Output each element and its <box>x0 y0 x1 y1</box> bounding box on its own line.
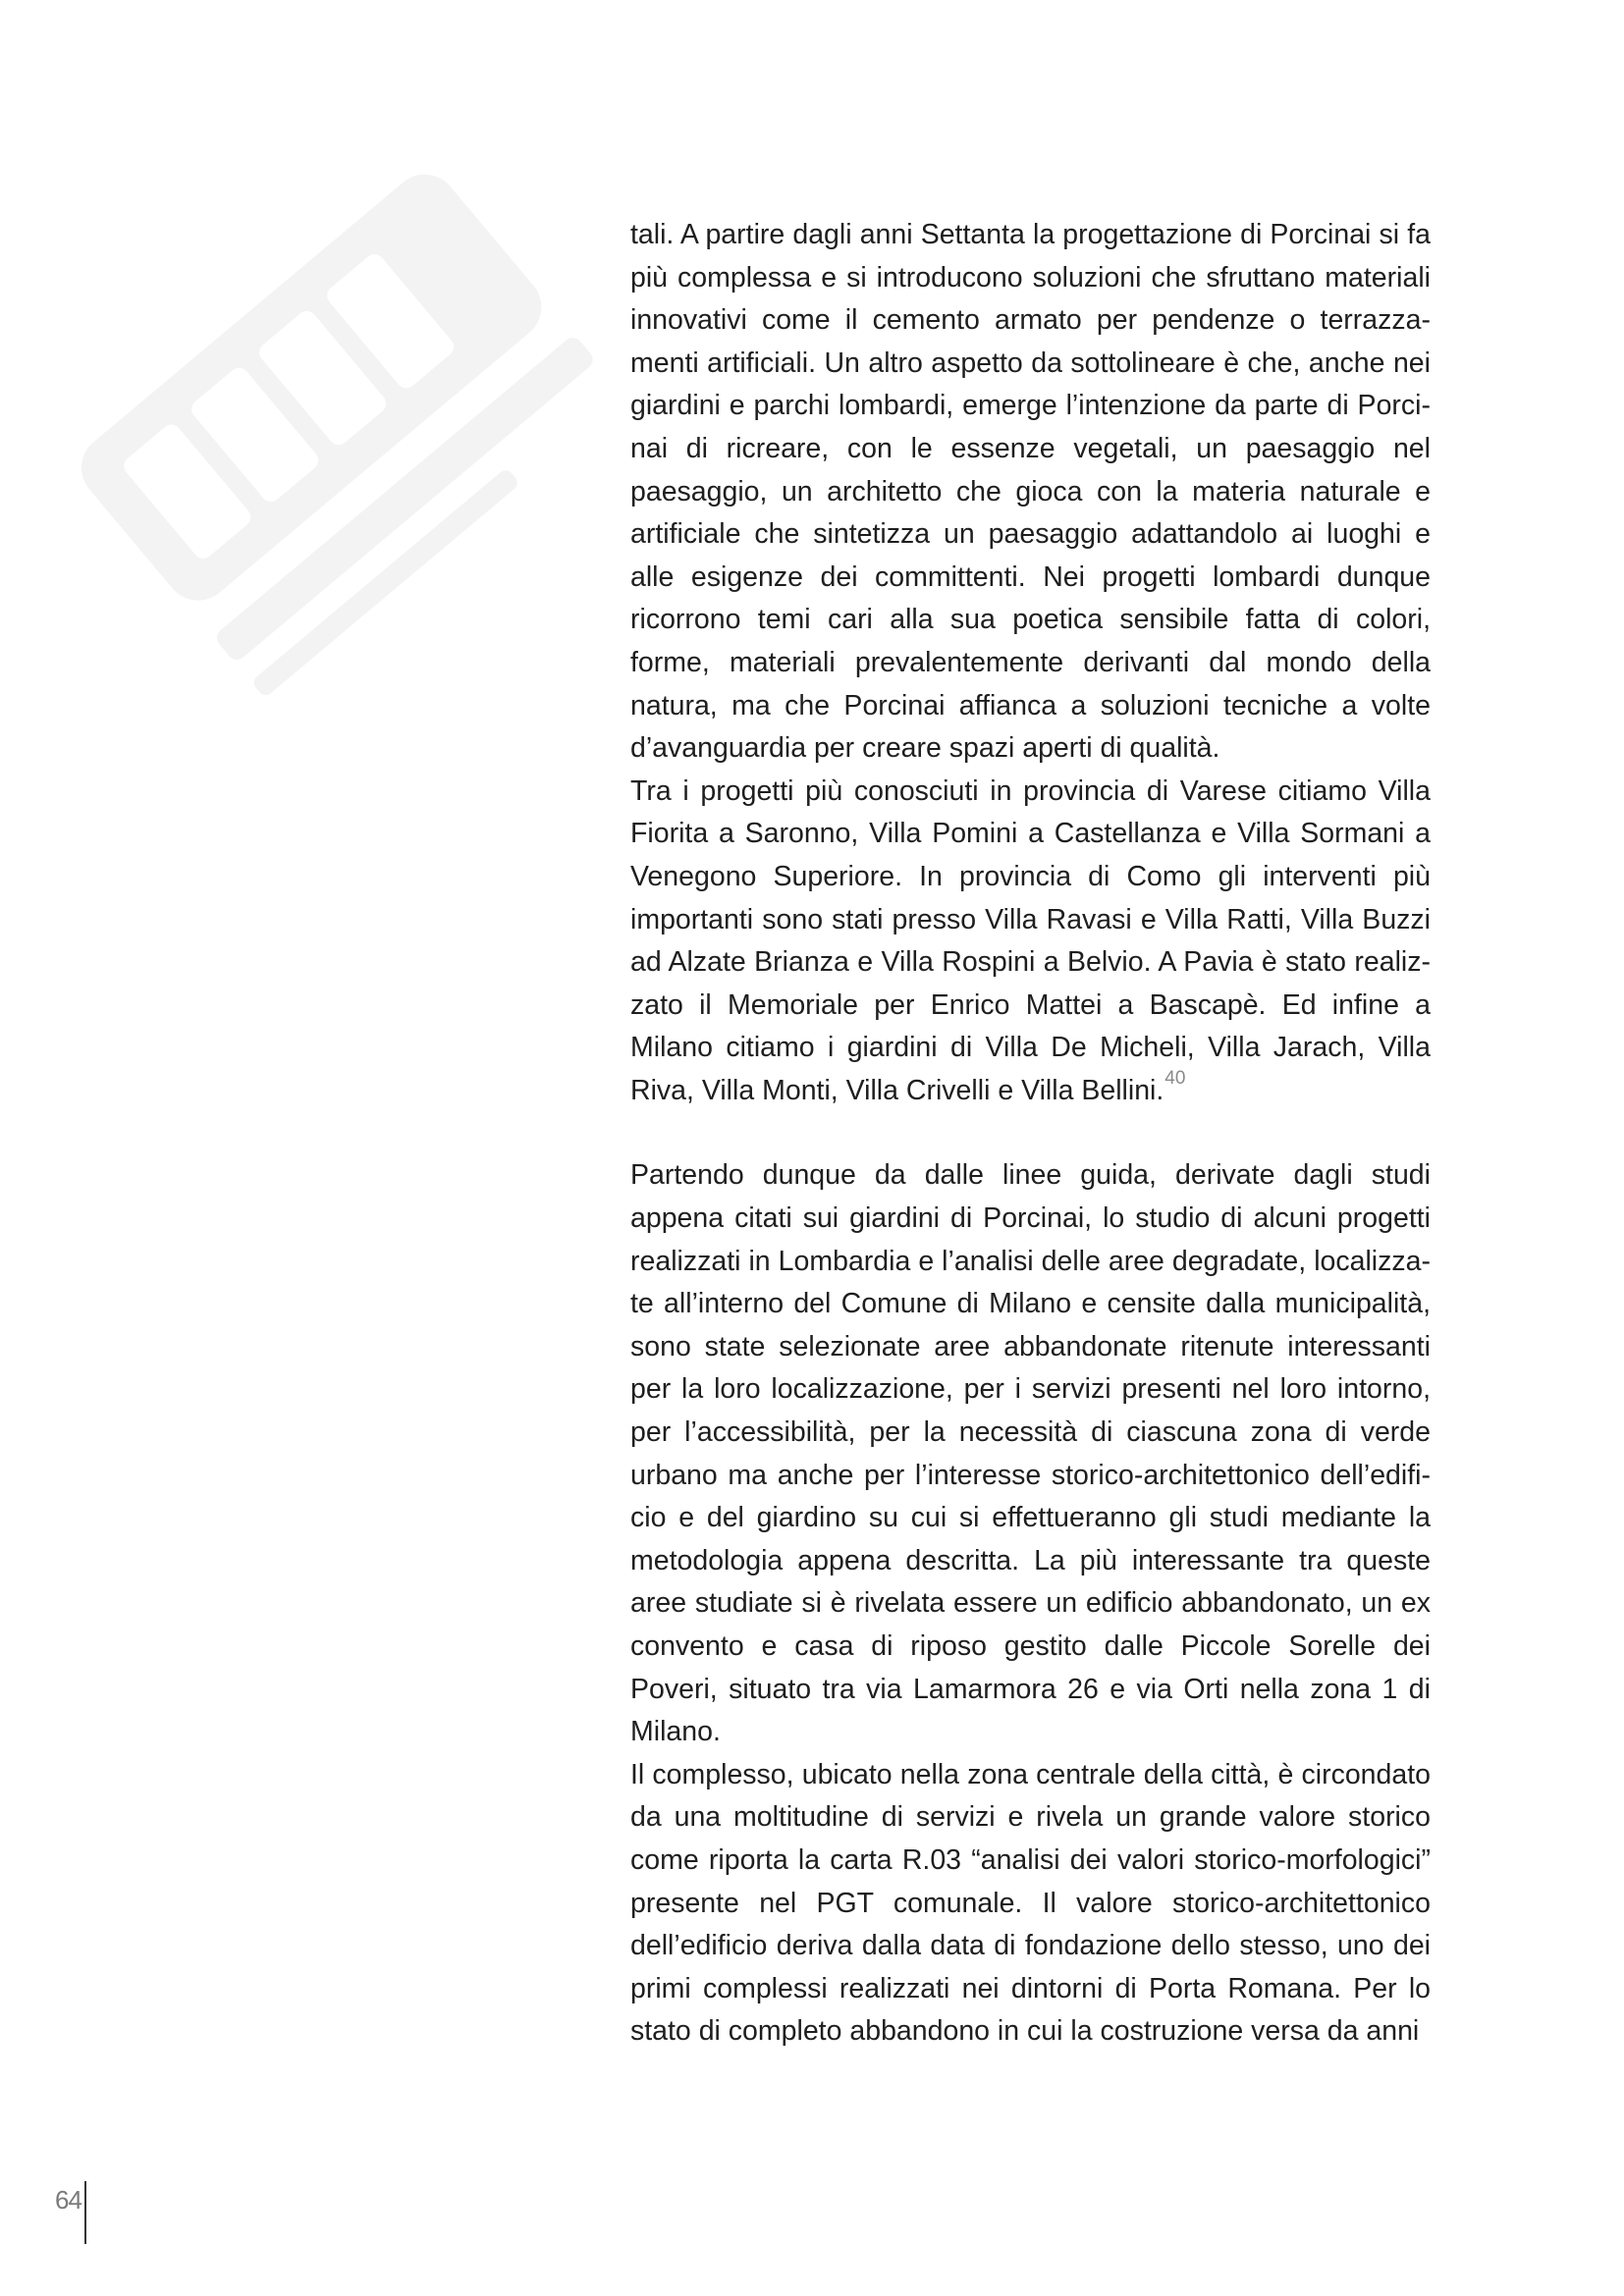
paragraph-text: Tra i progetti più conosciuti in provincia di Varese citiamo Villa Fiorita a Saronno, Villa Pomini a Castellanza e Villa Sormani a Venegono Superiore. In provincia di Como gli interventi più importanti sono stati presso Villa Ravasi e Villa Ratti, Villa Buzzi ad Alzate Brianza e Villa Rospini a Belvio. A Pavia è stato realizzato il Memoriale per Enrico Mattei a Bascapè. Ed infine a Milano citiamo i giardini di Villa De Micheli, Villa Jarach, Villa Riva, Villa Monti, Villa Crivelli e Villa Bellini. <box>630 774 1431 1106</box>
body-paragraph: Il complesso, ubicato nella zona centrale della città, è circondato da una moltitudine di servizi e rivela un grande valore storico come riporta la carta R.03 “analisi dei valori storico-morfologici” presente nel PGT comunale. Il valore storico-architettonico dell’edificio deriva dalla data di fondazione dello stesso, uno dei primi complessi realizzati nei dintorni di Porta Romana. Per lo stato di completo abbandono in cui la costruzione versa da anni <box>630 1758 1431 2048</box>
folio-divider-line <box>84 2181 86 2244</box>
body-paragraph: tali. A partire dagli anni Settanta la progettazione di Porcinai si fa più complessa e si introducono soluzioni che sfruttano materiali innovativi come il cemento armato per pendenze o terrazzamenti artificiali. Un altro aspetto da sottolineare è che, anche nei giardini e parchi lombardi, emerge l’intenzione da parte di Porcinai di ricreare, con le essenze vegetali, un paesaggio nel paesaggio, un architetto che gioca con la materia naturale e artificiale che sintetizza un paesaggio adattandolo ai luoghi e alle esigenze dei committenti. Nei progetti lombardi dunque ricorrono temi cari alla sua poetica sensibile fatta di colori, forme, materiali prevalentemente derivanti dal mondo della natura, ma che Porcinai affianca a soluzioni tecniche a volte d’avanguardia per creare spazi aperti di qualità. <box>630 219 1431 765</box>
skuola-watermark-logo <box>20 39 628 766</box>
footnote-reference: 40 <box>1164 1067 1186 1089</box>
body-paragraph <box>630 771 1431 1113</box>
page-folio <box>55 2181 86 2240</box>
page-number: 64 <box>55 2185 81 2215</box>
body-paragraph: Partendo dunque da dalle linee guida, derivate dagli studi appena citati sui giardini di Porcinai, lo studio di alcuni progetti realizzati in Lombardia e l’analisi delle aree degradate, localizzate all’interno del Comune di Milano e censite dalla municipalità, sono state selezionate aree abbandonate ritenute interessanti per la loro localizzazione, per i servizi presenti nel loro intorno, per l’accessibilità, per la necessità di ciascuna zona di verde urbano ma anche per l’interesse storico-architettonico dell’edificio e del giardino su cui si effettueranno gli studi mediante la metodologia appena descritta. La più interessante tra queste aree studiate si è rivelata essere un edificio abbandonato, un ex convento e casa di riposo gestito dalle Piccole Sorelle dei Poveri, situato tra via Lamarmora 26 e via Orti nella zona 1 di Milano. <box>630 1159 1431 1748</box>
body-text-column <box>630 214 1431 2054</box>
